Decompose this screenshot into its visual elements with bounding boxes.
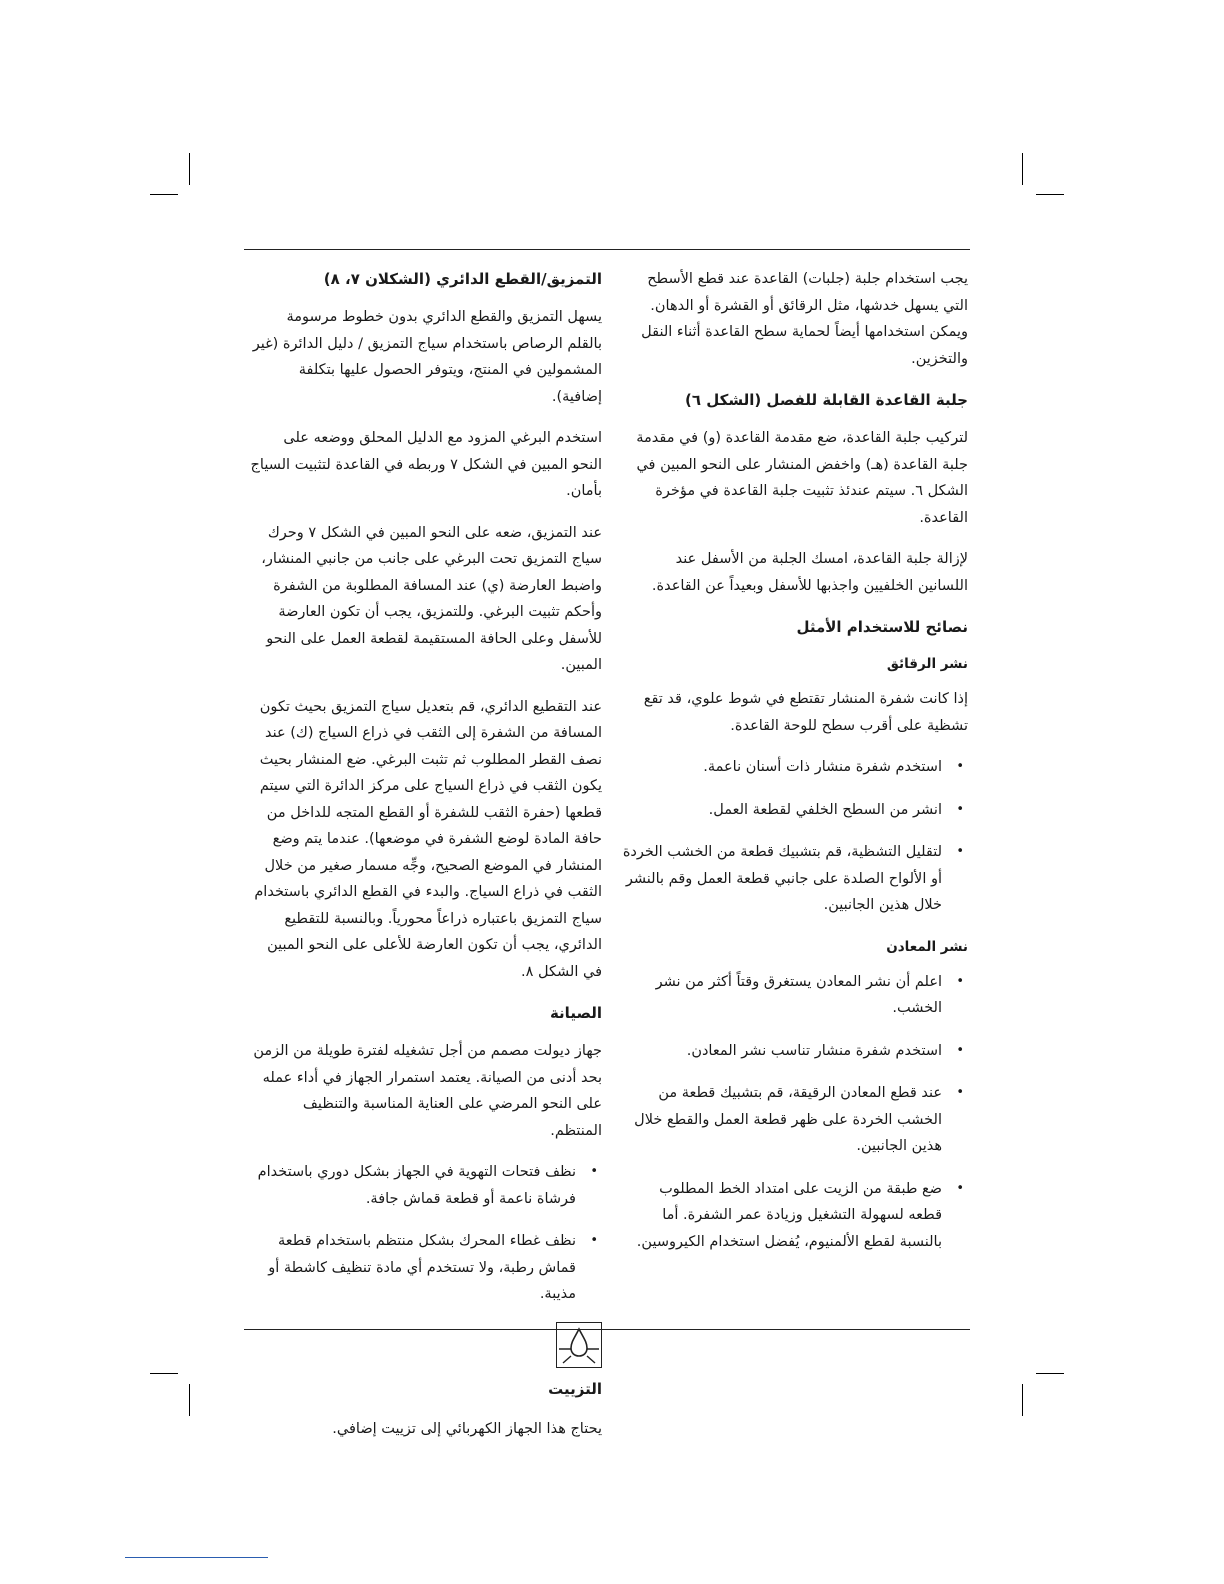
list-item-text: استخدم شفرة منشار تناسب نشر المعادن.: [686, 1042, 942, 1059]
right-column: [622, 266, 968, 1271]
list-item: [250, 1159, 602, 1212]
list-item-text: عند قطع المعادن الرقيقة، قم بتشبيك قطعة من الخشب الخردة على ظهر قطعة العمل والقطع خلال هذين الجانبين.: [634, 1085, 942, 1154]
maintenance-text: جهاز ديولت مصمم من أجل تشغيله لفترة طويلة من الزمن بحد أدنى من الصيانة. يعتمد استمرار الجهاز في أداء عمله على النحو المرضي على العناية المناسبة والتنظيف المنتظم.: [253, 1043, 602, 1139]
bullet-icon: •: [956, 801, 964, 817]
veneer-intro: إذا كانت شفرة المنشار تقتطع في شوط علوي، قد تقع تشظية على أقرب سطح للوحة القاعدة.: [643, 691, 968, 734]
bullet-icon: •: [956, 844, 964, 859]
list-item-text: نظف غطاء المحرك بشكل منتظم باستخدام قطعة قماش رطبة، ولا تستخدم أي مادة تنظيف كاشطة أو مذيبة.: [268, 1233, 576, 1302]
footer-link-underline: [125, 1557, 268, 1558]
maintenance-bullet-list: [250, 1159, 602, 1308]
bullet-icon: •: [956, 1180, 964, 1196]
list-item: [622, 839, 968, 919]
list-item-text: ضع طبقة من الزيت على امتداد الخط المطلوب قطعه لسهولة التشغيل وزيادة عمر الشفرة. أما بالنسبة لقطع الألمنيوم، يُفضل استخدام الكيروسين.: [636, 1180, 942, 1250]
crop-mark-bottom-left-vertical: [189, 1384, 190, 1416]
maintenance-heading: الصيانة: [549, 1004, 602, 1022]
list-item: [622, 1080, 968, 1160]
left-column: [250, 266, 602, 1458]
metal-heading: نشر المعادن: [886, 938, 968, 955]
bullet-icon: •: [590, 1233, 598, 1248]
lubrication-block: [250, 1320, 602, 1403]
list-item-text: نظف فتحات التهوية في الجهاز بشكل دوري باستخدام فرشاة ناعمة أو قطعة قماش جافة.: [257, 1164, 576, 1207]
crop-mark-bottom-right-vertical: [1022, 1384, 1023, 1416]
bullet-icon: •: [956, 1085, 964, 1100]
crop-mark-top-right-vertical: [1022, 153, 1023, 185]
lubrication-text: يحتاج هذا الجهاز الكهربائي إلى تزييت إضافي.: [332, 1421, 602, 1437]
rip-circle-heading: التمزيق/القطع الدائري (الشكلان ٧، ٨): [323, 270, 602, 288]
crop-mark-bottom-right-horizontal: [1036, 1373, 1064, 1374]
list-item: [622, 797, 968, 824]
list-item-text: انشر من السطح الخلفي لقطعة العمل.: [708, 801, 942, 818]
crop-mark-top-left-horizontal: [150, 194, 178, 195]
list-item-text: استخدم شفرة منشار ذات أسنان ناعمة.: [703, 759, 942, 775]
bullet-icon: •: [590, 1164, 598, 1179]
crop-mark-top-left-vertical: [189, 153, 190, 185]
crop-mark-top-right-horizontal: [1036, 194, 1064, 195]
bullet-icon: •: [956, 759, 964, 774]
base-sleeve-heading: جلبة القاعدة القابلة للفصل (الشكل ٦): [684, 391, 968, 409]
crop-mark-bottom-left-horizontal: [150, 1373, 178, 1374]
rip-paragraph-4: عند التقطيع الدائري، قم بتعديل سياج التمزيق بحيث تكون المسافة من الشفرة إلى الثقب في ذراع السياج (ك) عند نصف القطر المطلوب ثم تثبت البرغي. ضع المنشار بحيث يكون الثقب في ذراع السياج على مركز الدائرة التي سيتم قطعها (حفرة الثقب للشفرة أو القطع المتجه للداخل من حافة المادة لوضع الشفرة في موضعها). عندما يتم وضع المنشار في الموضع الصحيح، وجِّه مسمار صغير من خلال الثقب في ذراع السياج. والبدء في القطع الدائري باستخدام سياج التمزيق باعتباره ذراعاً محورياً. وبالنسبة للتقطيع الدائري، يجب أن تكون العارضة للأعلى على النحو المبين في الشكل ٨.: [254, 698, 602, 980]
list-item-text: لتقليل التشظية، قم بتشبيك قطعة من الخشب الخردة أو الألواح الصلدة على جانبي قطعة العمل وقم بالنشر خلال هذين الجانبين.: [622, 844, 942, 913]
list-item: [622, 969, 968, 1022]
rip-paragraph-2: استخدم البرغي المزود مع الدليل المحلق ووضعه على النحو المبين في الشكل ٧ وربطه في القاعدة لتثبيت السياج بأمان.: [250, 430, 602, 499]
lubrication-heading: التزييت: [548, 1380, 602, 1398]
list-item: [622, 754, 968, 781]
bullet-icon: •: [956, 1042, 964, 1058]
base-sleeve-intro: يجب استخدام جلبة (جلبات) القاعدة عند قطع الأسطح التي يسهل خدشها، مثل الرقائق أو القشرة أو الدهان. ويمكن استخدامها أيضاً لحماية سطح القاعدة أثناء النقل والتخزين.: [641, 271, 968, 367]
veneer-heading: نشر الرقائق: [886, 656, 968, 672]
metal-bullet-list: [622, 969, 968, 1256]
list-item: [622, 1176, 968, 1256]
top-rule: [244, 249, 970, 250]
oil-drop-icon: [556, 1322, 602, 1368]
rip-paragraph-3: عند التمزيق، ضعه على النحو المبين في الشكل ٧ وحرك سياج التمزيق تحت البرغي على جانب من جانبي المنشار، واضبط العارضة (ي) عند المسافة المطلوبة من الشفرة وأحكم تثبيت البرغي. وللتمزيق، يجب أن تكون العارضة للأسفل وعلى الحافة المستقيمة لقطعة العمل على النحو المبين.: [261, 524, 602, 673]
list-item-text: اعلم أن نشر المعادن يستغرق وقتاً أكثر من نشر الخشب.: [655, 973, 942, 1016]
tips-heading: نصائح للاستخدام الأمثل: [796, 618, 968, 636]
rip-paragraph-1: يسهل التمزيق والقطع الدائري بدون خطوط مرسومة بالقلم الرصاص باستخدام سياج التمزيق / دليل الدائرة (غير المشمولين في المنتج، ويتوفر الحصول عليها بتكلفة إضافية).: [252, 309, 602, 405]
veneer-bullet-list: [622, 754, 968, 919]
base-sleeve-remove-text: لإزالة جلبة القاعدة، امسك الجلبة من الأسفل عند اللسانين الخلفيين واجذبها للأسفل وبعيداً عن القاعدة.: [651, 551, 968, 594]
base-sleeve-install-text: لتركيب جلبة القاعدة، ضع مقدمة القاعدة (و) في مقدمة جلبة القاعدة (هـ) واخفض المنشار على النحو المبين في الشكل ٦. سيتم عندئذ تثبيت جلبة القاعدة في مؤخرة القاعدة.: [636, 430, 968, 526]
list-item: [250, 1228, 602, 1308]
bullet-icon: •: [956, 973, 964, 989]
list-item: [622, 1038, 968, 1065]
